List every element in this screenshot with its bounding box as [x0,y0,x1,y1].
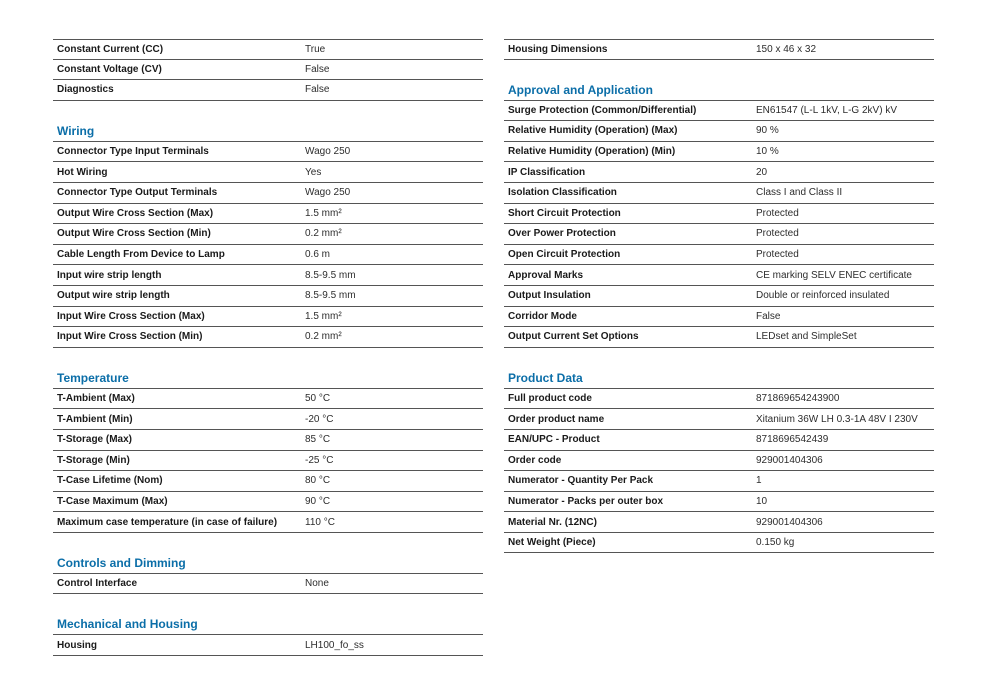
spec-row [53,389,483,410]
spec-row [504,533,934,554]
spec-label: Numerator - Quantity Per Pack [508,475,654,487]
spec-value: 929001404306 [756,454,823,466]
spec-row [53,409,483,430]
spec-label: T-Storage (Max) [57,434,133,446]
spec-row [504,245,934,266]
left-spec-column [53,39,483,656]
spec-value: Class I and Class II [756,187,843,199]
spec-value: 10 % [756,146,779,158]
spec-label: Relative Humidity (Operation) (Min) [508,146,676,158]
spec-value: Wago 250 [305,146,351,158]
spec-value: 20 [756,166,768,178]
spec-label: Input wire strip length [57,269,162,281]
spec-value: LH100_fo_ss [305,639,364,651]
spec-section-approval-and-application [504,71,934,348]
spec-row [53,307,483,328]
section-spacer [504,60,934,71]
right-spec-column [504,39,934,553]
spec-value: 85 °C [305,434,331,446]
spec-value: 871869654243900 [756,393,840,405]
spec-label: Order code [508,454,562,466]
section-heading [53,544,483,574]
section-heading [504,71,934,101]
spec-label: T-Storage (Min) [57,454,130,466]
spec-value: 50 °C [305,393,331,405]
spec-value: 0.2 mm² [305,228,342,240]
spec-value: False [305,84,330,96]
spec-row [53,492,483,513]
spec-row [504,121,934,142]
spec-row [504,224,934,245]
spec-label: Diagnostics [57,84,114,96]
spec-value: 0.6 m [305,249,331,261]
spec-section-controls-and-dimming [53,544,483,595]
spec-row [504,39,934,60]
spec-row [53,60,483,81]
spec-value: 90 % [756,125,779,137]
spec-value: -20 °C [305,413,334,425]
spec-label: Input Wire Cross Section (Max) [57,310,205,322]
spec-label: T-Case Lifetime (Nom) [57,475,163,487]
spec-label: Control Interface [57,578,138,590]
spec-row [53,39,483,60]
spec-row [53,162,483,183]
spec-section-product-data [504,359,934,554]
spec-value: 110 °C [305,516,335,528]
spec-label: Hot Wiring [57,166,108,178]
spec-row [504,142,934,163]
spec-row [504,471,934,492]
spec-row [53,430,483,451]
spec-value: 8.5-9.5 mm [305,290,356,302]
spec-section-general [53,39,483,101]
spec-label: Relative Humidity (Operation) (Max) [508,125,678,137]
spec-label: Over Power Protection [508,228,616,240]
spec-label: Input Wire Cross Section (Min) [57,331,203,343]
section-spacer [53,348,483,359]
spec-value: Xitanium 36W LH 0.3-1A 48V I 230V [756,413,918,425]
spec-section-wiring [53,112,483,348]
spec-row [53,635,483,656]
spec-label: Material Nr. (12NC) [508,516,597,528]
spec-label: T-Case Maximum (Max) [57,495,168,507]
section-heading [53,359,483,389]
spec-value: 90 °C [305,495,331,507]
spec-row [53,327,483,348]
spec-row [53,574,483,595]
spec-row [53,265,483,286]
spec-row [504,409,934,430]
spec-label: Order product name [508,413,605,425]
spec-row [53,471,483,492]
spec-row [53,286,483,307]
spec-value: 0.2 mm² [305,331,342,343]
spec-row [53,245,483,266]
spec-label: Constant Voltage (CV) [57,63,162,75]
spec-row [53,183,483,204]
spec-label: Full product code [508,393,592,405]
spec-value: CE marking SELV ENEC certificate [756,269,912,281]
spec-label: Numerator - Packs per outer box [508,495,664,507]
spec-value: Protected [756,228,799,240]
spec-value: 1 [756,475,762,487]
spec-row [504,389,934,410]
spec-label: T-Ambient (Max) [57,393,135,405]
spec-row [504,430,934,451]
spec-row [53,204,483,225]
spec-row [504,451,934,472]
spec-label: Constant Current (CC) [57,43,164,55]
spec-label: Connector Type Output Terminals [57,187,218,199]
spec-row [504,162,934,183]
spec-value: 150 x 46 x 32 [756,43,817,55]
spec-label: Open Circuit Protection [508,249,621,261]
section-heading [53,605,483,635]
section-heading-text: Wiring [57,123,95,138]
spec-row [504,492,934,513]
spec-label: Isolation Classification [508,187,617,199]
spec-label: Output Insulation [508,290,591,302]
section-heading [53,112,483,142]
spec-label: Approval Marks [508,269,584,281]
spec-label: IP Classification [508,166,586,178]
spec-label: Short Circuit Protection [508,207,621,219]
spec-value: LEDset and SimpleSet [756,331,857,343]
spec-label: Connector Type Input Terminals [57,146,209,158]
spec-row [53,80,483,101]
spec-value: 1.5 mm² [305,207,342,219]
spec-value: 10 [756,495,768,507]
spec-value: Protected [756,207,799,219]
section-heading-text: Product Data [508,370,583,385]
spec-label: Output wire strip length [57,290,170,302]
spec-value: False [756,310,781,322]
spec-row [53,451,483,472]
section-spacer [53,594,483,605]
spec-value: 8.5-9.5 mm [305,269,356,281]
spec-label: T-Ambient (Min) [57,413,133,425]
spec-section-general [504,39,934,60]
spec-label: Housing [57,639,97,651]
spec-row [504,265,934,286]
spec-row [504,183,934,204]
spec-row [504,327,934,348]
spec-value: 8718696542439 [756,434,829,446]
spec-label: Cable Length From Device to Lamp [57,249,225,261]
spec-row [53,142,483,163]
spec-label: Output Current Set Options [508,331,639,343]
spec-value: -25 °C [305,454,334,466]
section-spacer [53,101,483,112]
spec-section-mechanical-and-housing [53,605,483,656]
section-spacer [53,533,483,544]
spec-value: EN61547 (L-L 1kV, L-G 2kV) kV [756,104,897,116]
spec-label: Housing Dimensions [508,43,608,55]
spec-row [504,512,934,533]
spec-label: Corridor Mode [508,310,577,322]
spec-value: False [305,63,330,75]
spec-section-temperature [53,359,483,533]
spec-value: Wago 250 [305,187,351,199]
spec-label: Net Weight (Piece) [508,537,596,549]
spec-value: 929001404306 [756,516,823,528]
spec-label: Output Wire Cross Section (Max) [57,207,214,219]
spec-row [504,307,934,328]
section-heading [504,359,934,389]
spec-label: Output Wire Cross Section (Min) [57,228,211,240]
spec-value: True [305,43,326,55]
spec-value: Double or reinforced insulated [756,290,890,302]
spec-row [504,286,934,307]
spec-row [504,204,934,225]
section-heading-text: Temperature [57,370,129,385]
section-heading-text: Approval and Application [508,82,653,97]
spec-row [504,101,934,122]
spec-value: 1.5 mm² [305,310,342,322]
section-spacer [504,348,934,359]
spec-label: Maximum case temperature (in case of failure) [57,516,278,528]
spec-label: Surge Protection (Common/Differential) [508,104,697,116]
section-heading-text: Mechanical and Housing [57,617,198,632]
spec-label: EAN/UPC - Product [508,434,600,446]
spec-row [53,224,483,245]
spec-value: 0.150 kg [756,537,795,549]
spec-value: None [305,578,329,590]
section-heading-text: Controls and Dimming [57,555,186,570]
spec-row [53,512,483,533]
spec-value: 80 °C [305,475,331,487]
spec-value: Protected [756,249,799,261]
spec-value: Yes [305,166,322,178]
